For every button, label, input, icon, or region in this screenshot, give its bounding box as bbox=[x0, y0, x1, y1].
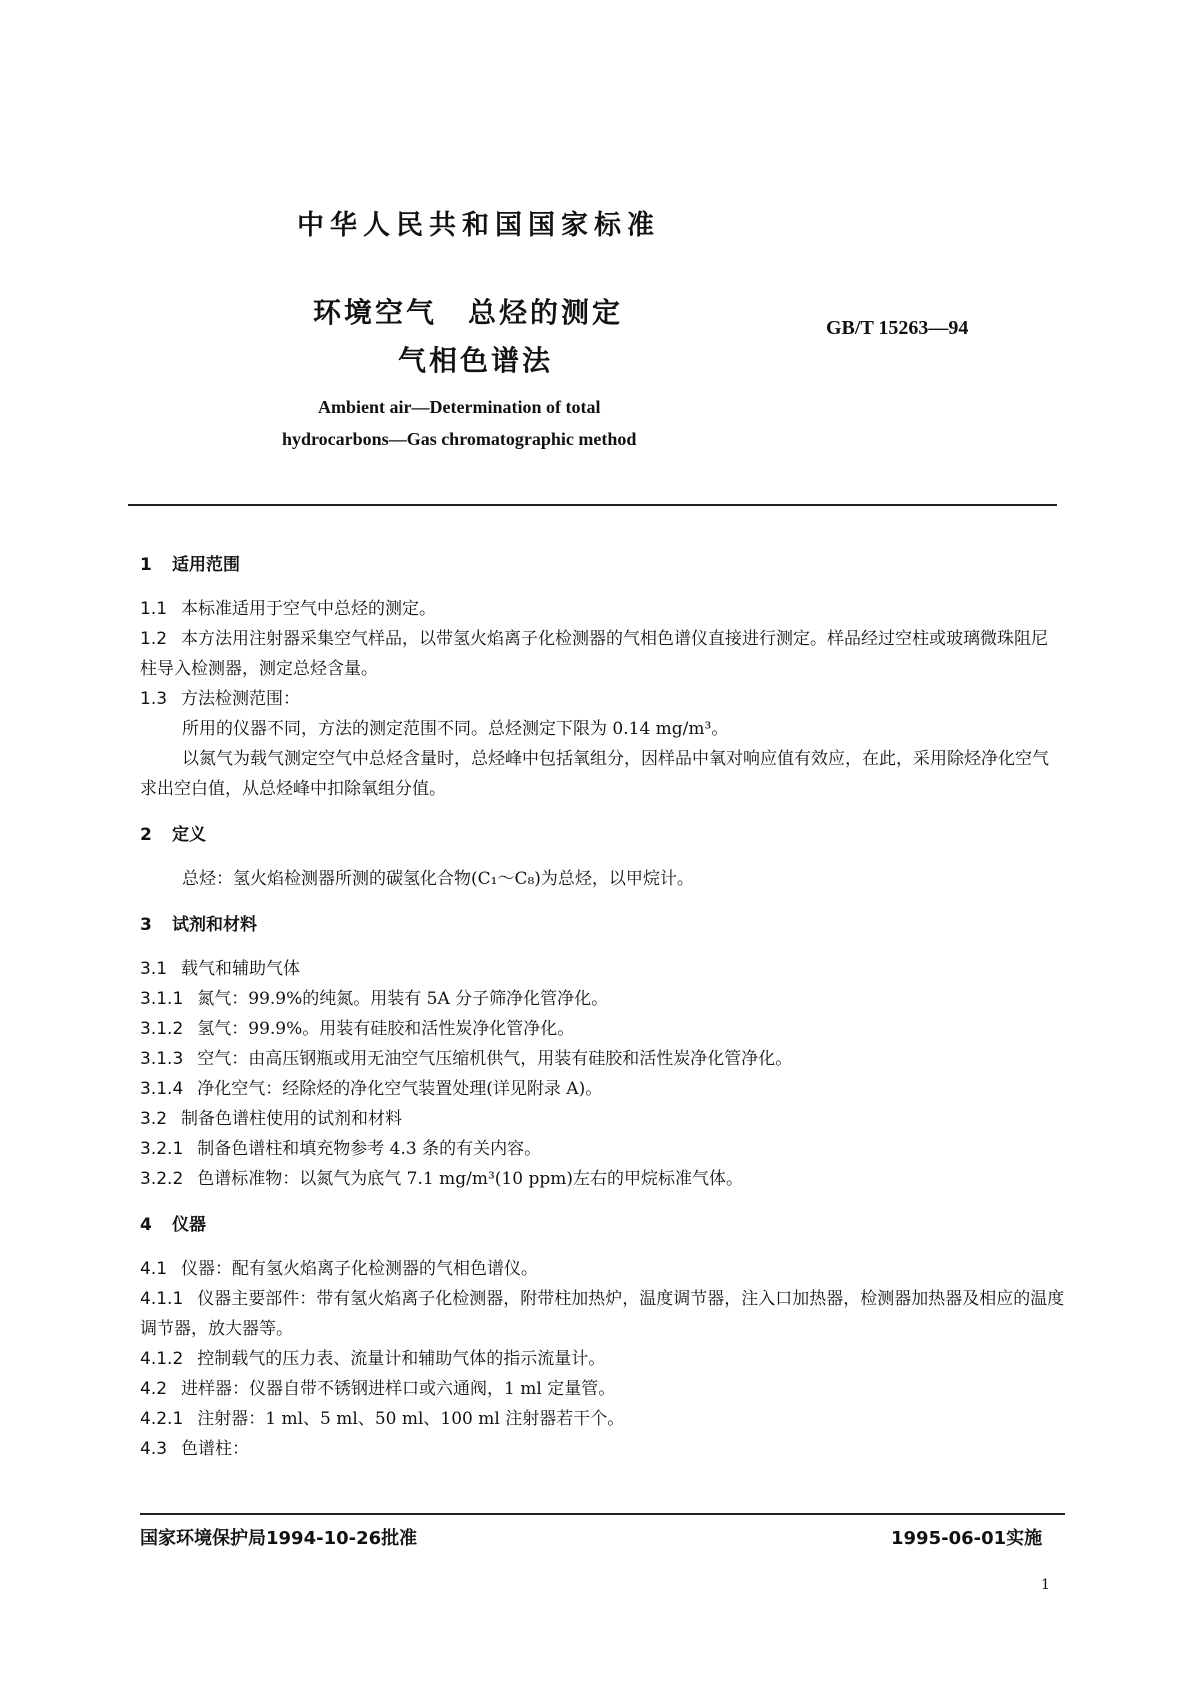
paragraph: 所用的仪器不同，方法的测定范围不同。总烃测定下限为 0.14 mg/m³。 bbox=[182, 719, 729, 739]
clause-number: 3.1.2 bbox=[140, 1019, 184, 1039]
clause-text: 氮气：99.9%的纯氮。用装有 5A 分子筛净化管净化。 bbox=[197, 989, 609, 1009]
section-title: 适用范围 bbox=[172, 555, 240, 575]
clause-text: 本方法用注射器采集空气样品，以带氢火焰离子化检测器的气相色谱仪直接进行测定。样品经过空柱或玻璃微珠阻尼柱导入检测器，测定总烃含量。 bbox=[140, 629, 1049, 679]
clause-number: 1.1 bbox=[140, 599, 168, 619]
section-title: 定义 bbox=[172, 825, 206, 845]
clause-number: 1.2 bbox=[140, 629, 168, 649]
clause-number: 3.1.4 bbox=[140, 1079, 184, 1099]
clause bbox=[140, 1404, 1065, 1434]
clause bbox=[140, 1134, 1065, 1164]
national-standard-heading: 中华人民共和国国家标准 bbox=[297, 210, 660, 241]
clause bbox=[140, 1434, 1065, 1464]
document-body bbox=[140, 550, 1065, 1464]
clause-number: 4.3 bbox=[140, 1439, 168, 1459]
clause bbox=[140, 1104, 1065, 1134]
clause-text: 控制载气的压力表、流量计和辅助气体的指示流量计。 bbox=[197, 1349, 606, 1369]
section-number: 3 bbox=[140, 915, 152, 935]
clause bbox=[140, 624, 1065, 684]
document-title-line-2: 气相色谱法 bbox=[398, 344, 554, 377]
paragraph: 总烃：氢火焰检测器所测的碳氢化合物(C₁～C₈)为总烃，以甲烷计。 bbox=[182, 869, 694, 889]
clause bbox=[140, 1374, 1065, 1404]
clause bbox=[140, 1254, 1065, 1284]
clause-text: 空气：由高压钢瓶或用无油空气压缩机供气，用装有硅胶和活性炭净化管净化。 bbox=[197, 1049, 793, 1069]
clause-number: 4.2 bbox=[140, 1379, 168, 1399]
header-divider bbox=[128, 504, 1057, 506]
clause-number: 3.2.2 bbox=[140, 1169, 184, 1189]
clause-number: 4.2.1 bbox=[140, 1409, 184, 1429]
document-title-line-1: 环境空气 总烃的测定 bbox=[313, 296, 624, 329]
approval-date: 国家环境保护局1994-10-26批准 bbox=[140, 1528, 418, 1549]
clause-number: 4.1.2 bbox=[140, 1349, 184, 1369]
clause bbox=[140, 1044, 1065, 1074]
implementation-date: 1995-06-01实施 bbox=[891, 1528, 1043, 1549]
clause bbox=[140, 684, 1065, 714]
clause-text: 本标准适用于空气中总烃的测定。 bbox=[181, 599, 437, 619]
clause bbox=[140, 1074, 1065, 1104]
section-number: 4 bbox=[140, 1215, 152, 1235]
clause bbox=[140, 594, 1065, 624]
paragraph: 以氮气为载气测定空气中总烃含量时，总烃峰中包括氧组分，因样品中氧对响应值有效应，在此，采用除烃净化空气求出空白值，从总烃峰中扣除氧组分值。 bbox=[140, 749, 1049, 799]
section-heading bbox=[140, 1210, 1065, 1240]
clause-text: 仪器主要部件：带有氢火焰离子化检测器，附带柱加热炉，温度调节器，注入口加热器，检测器加热器及相应的温度调节器，放大器等。 bbox=[140, 1289, 1065, 1339]
clause bbox=[140, 1284, 1065, 1344]
section-title: 试剂和材料 bbox=[172, 915, 257, 935]
english-title-line-1: Ambient air—Determination of total bbox=[318, 397, 601, 417]
standard-code: GB/T 15263—94 bbox=[826, 317, 969, 339]
clause-number: 4.1 bbox=[140, 1259, 168, 1279]
clause bbox=[140, 1164, 1065, 1194]
clause-number: 3.1 bbox=[140, 959, 168, 979]
english-title-line-2: hydrocarbons—Gas chromatographic method bbox=[282, 429, 637, 449]
clause bbox=[140, 954, 1065, 984]
clause-text: 仪器：配有氢火焰离子化检测器的气相色谱仪。 bbox=[181, 1259, 539, 1279]
clause-number: 1.3 bbox=[140, 689, 168, 709]
clause-number: 3.1.1 bbox=[140, 989, 184, 1009]
clause-text: 色谱标准物：以氮气为底气 7.1 mg/m³(10 ppm)左右的甲烷标准气体。 bbox=[197, 1169, 743, 1189]
section-number: 2 bbox=[140, 825, 152, 845]
clause bbox=[140, 1344, 1065, 1374]
section-heading bbox=[140, 820, 1065, 850]
clause-number: 4.1.1 bbox=[140, 1289, 184, 1309]
clause-text: 制备色谱柱使用的试剂和材料 bbox=[181, 1109, 403, 1129]
clause-text: 氢气：99.9%。用装有硅胶和活性炭净化管净化。 bbox=[197, 1019, 575, 1039]
clause-number: 3.1.3 bbox=[140, 1049, 184, 1069]
section-title: 仪器 bbox=[172, 1215, 206, 1235]
clause-number: 3.2 bbox=[140, 1109, 168, 1129]
section-heading bbox=[140, 550, 1065, 580]
clause-text: 净化空气：经除烃的净化空气装置处理(详见附录 A)。 bbox=[197, 1079, 603, 1099]
clause-text: 进样器：仪器自带不锈钢进样口或六通阀，1 ml 定量管。 bbox=[181, 1379, 616, 1399]
page-number: 1 bbox=[1041, 1577, 1050, 1593]
section-heading bbox=[140, 910, 1065, 940]
clause-number: 3.2.1 bbox=[140, 1139, 184, 1159]
clause-text: 载气和辅助气体 bbox=[181, 959, 301, 979]
clause bbox=[140, 1014, 1065, 1044]
section-number: 1 bbox=[140, 555, 152, 575]
clause-text: 制备色谱柱和填充物参考 4.3 条的有关内容。 bbox=[197, 1139, 542, 1159]
footer-divider bbox=[140, 1513, 1065, 1515]
clause-text: 色谱柱： bbox=[181, 1439, 250, 1459]
clause bbox=[140, 984, 1065, 1014]
clause-text: 方法检测范围： bbox=[181, 689, 301, 709]
clause-text: 注射器：1 ml、5 ml、50 ml、100 ml 注射器若干个。 bbox=[197, 1409, 625, 1429]
